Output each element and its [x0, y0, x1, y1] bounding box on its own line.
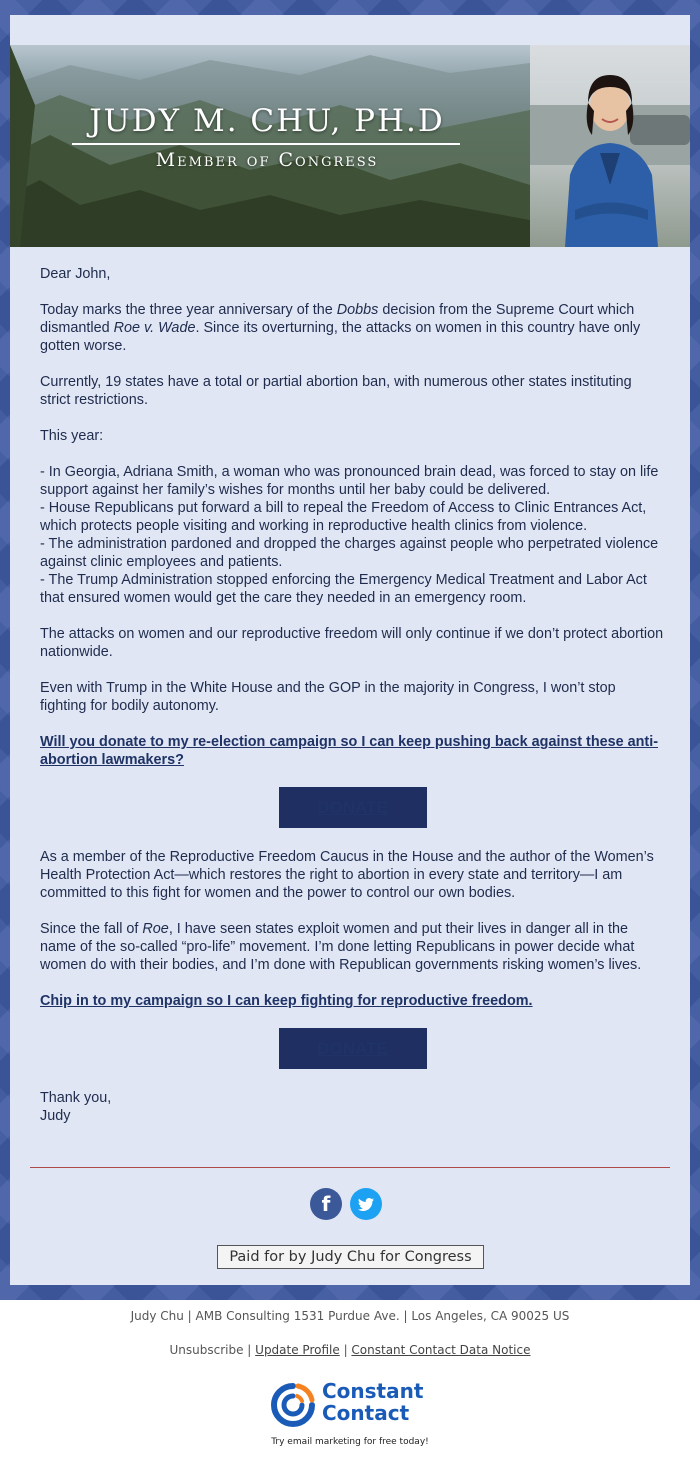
paragraph-trump: Even with Trump in the White House and the GOP in the majority in Congress, I won’t stop fighting for bodily autonomy.: [40, 680, 616, 714]
footer-address: Judy Chu | AMB Consulting 1531 Purdue Ave. | Los Angeles, CA 90025 US: [130, 1309, 570, 1323]
link-separator: |: [339, 1343, 352, 1357]
twitter-bird-icon: [350, 1188, 382, 1220]
paragraph-caucus: As a member of the Reproductive Freedom Caucus in the House and the author of the Women’s Health Protection Act—which restores the right to abortion in every state and territory—I am committed to this fight for women and the power to control our own bodies.: [40, 849, 654, 901]
roe-v-wade-italic: Roe v. Wade: [113, 320, 196, 336]
facebook-glyph: f: [321, 1192, 331, 1216]
paragraph-this-year: This year:: [40, 428, 104, 444]
update-profile-link[interactable]: Update Profile: [255, 1343, 340, 1357]
paragraph-states: Currently, 19 states have a total or partial abortion ban, with numerous other states instituting strict restrictions.: [40, 374, 632, 408]
text-span: . Since its overturning, the attacks on women in this country have only gotten worse.: [40, 320, 641, 354]
paragraph-fall-of-roe: [40, 920, 665, 974]
email-card: [10, 15, 690, 1285]
constant-contact-wordmark: [322, 1380, 452, 1424]
donate-button-wrap: [40, 787, 665, 828]
paragraph-attacks: The attacks on women and our reproductive freedom will only continue if we don’t protect abortion nationwide.: [40, 626, 664, 660]
constant-contact-mark-icon: [270, 1382, 316, 1428]
brand-line: Contact: [322, 1401, 410, 1425]
paragraph-dobbs: [40, 301, 665, 355]
text-span: Since the fall of: [40, 921, 143, 937]
congress-member-title: Member of Congress: [155, 149, 379, 171]
paid-for-disclaimer: Paid for by Judy Chu for Congress: [217, 1245, 484, 1269]
constant-contact-logo[interactable]: [270, 1380, 440, 1430]
list-item: - House Republicans put forward a bill to repeal the Freedom of Access to Clinic Entrances Act, which protects people visiting and working in reproductive health clinics from violence.: [40, 500, 647, 534]
donate-link-paragraph: [40, 733, 665, 769]
footer-divider: [30, 1167, 670, 1168]
portrait-illustration: [530, 45, 690, 247]
chip-in-link-paragraph: [40, 992, 665, 1010]
signoff: [40, 1089, 665, 1125]
header-banner: [10, 45, 690, 247]
bullet-list: [40, 463, 665, 607]
donate-button-2[interactable]: DONATE: [279, 1028, 427, 1069]
data-notice-link[interactable]: Constant Contact Data Notice: [351, 1343, 531, 1357]
list-item: - The Trump Administration stopped enforcing the Emergency Medical Treatment and Labor Act that ensured women would get the care they needed in an emergency room.: [40, 572, 647, 606]
congress-member-name: JUDY M. CHU, PH.D: [89, 103, 445, 139]
dobbs-italic: Dobbs: [336, 302, 379, 318]
constant-contact-tagline[interactable]: Try email marketing for free today!: [271, 1437, 429, 1447]
donate-button[interactable]: DONATE: [279, 787, 427, 828]
link-separator: |: [243, 1343, 256, 1357]
roe-italic: Roe: [142, 921, 169, 937]
twitter-icon[interactable]: [350, 1188, 382, 1220]
chip-in-link[interactable]: Chip in to my campaign so I can keep fighting for reproductive freedom.: [40, 993, 533, 1009]
donate-button-wrap: [40, 1028, 665, 1069]
list-item: - In Georgia, Adriana Smith, a woman who was pronounced brain dead, was forced to stay on life support against her family’s wishes for months until her baby could be delivered.: [40, 464, 659, 498]
letter-body: [40, 265, 665, 1143]
title-divider: [72, 143, 460, 145]
unsubscribe-link[interactable]: Unsubscribe: [169, 1343, 244, 1357]
greeting: Dear John,: [40, 266, 111, 282]
text-span: decision from the Supreme Court which dismantled: [40, 302, 635, 336]
text-span: , I have seen states exploit women and put their lives in danger all in the name of the so-called “pro-life” movement. I’m done letting Republicans in power decide what women do with their bodies, and I’m done with Republican governments risking women’s lives.: [40, 921, 642, 973]
text-span: Today marks the three year anniversary of the: [40, 302, 337, 318]
footer-links: [0, 1343, 700, 1357]
brand-line: Constant: [322, 1379, 424, 1403]
donate-link-reelection[interactable]: Will you donate to my re-election campaign so I can keep pushing back against these anti-abortion lawmakers?: [40, 734, 659, 768]
social-links: [310, 1188, 390, 1220]
list-item: - The administration pardoned and dropped the charges against people who perpetrated violence against clinic employees and patients.: [40, 536, 659, 570]
facebook-icon[interactable]: [310, 1188, 342, 1220]
portrait-photo: [530, 45, 690, 247]
signature: Judy: [40, 1108, 71, 1124]
closing: Thank you,: [40, 1090, 112, 1106]
